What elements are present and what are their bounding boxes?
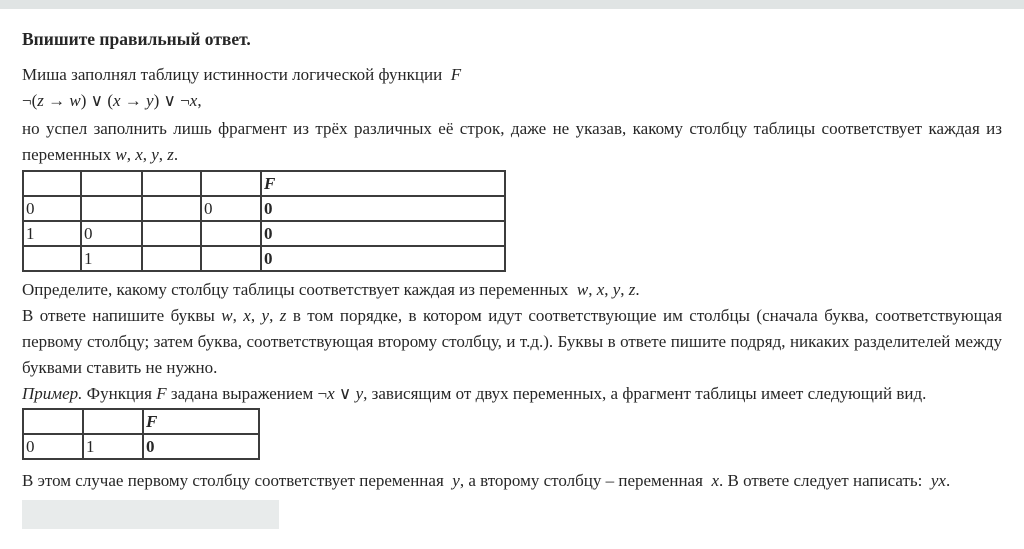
text-segment: . — [173, 145, 179, 164]
text-segment: w — [576, 280, 589, 299]
text-segment: x — [711, 471, 719, 490]
table-header-row — [23, 171, 505, 196]
text-segment: , — [197, 91, 202, 110]
table-cell: 0 — [81, 221, 142, 246]
logic-formula — [22, 88, 1002, 114]
text-segment: y — [355, 384, 364, 403]
text-segment: ¬( — [22, 91, 38, 110]
text-segment: x — [243, 306, 251, 325]
table-cell — [142, 246, 201, 271]
table-header-cell — [23, 409, 83, 434]
text-segment: ∨ — [334, 384, 356, 403]
text-segment: → — [43, 91, 70, 110]
table-cell: 1 — [23, 221, 81, 246]
text-segment: , а второму столбцу – переменная — [459, 471, 712, 490]
table-cell: 1 — [83, 434, 143, 459]
text-segment: z — [628, 280, 636, 299]
page-title: Впишите правильный ответ. — [22, 29, 251, 49]
table-cell — [142, 221, 201, 246]
table-cell: 0 — [261, 221, 505, 246]
text-segment: y — [261, 306, 270, 325]
table-header-cell — [23, 171, 81, 196]
table-cell — [142, 196, 201, 221]
table-cell: 0 — [23, 196, 81, 221]
table-cell — [81, 196, 142, 221]
text-segment: → — [120, 91, 147, 110]
truth-table-main — [22, 170, 506, 272]
text-segment: , зависящим от двух переменных, а фрагмент таблицы имеет следующий вид. — [363, 384, 927, 403]
table-row — [23, 221, 505, 246]
table-cell — [201, 221, 261, 246]
text-segment: , — [142, 145, 152, 164]
text-segment: , — [250, 306, 262, 325]
text-segment: x — [596, 280, 605, 299]
table-header-cell: F — [143, 409, 259, 434]
example-intro — [22, 381, 1002, 407]
table-cell — [23, 246, 81, 271]
table-header-cell — [81, 171, 142, 196]
text-segment: y — [612, 280, 621, 299]
text-segment: , — [588, 280, 597, 299]
table-header-cell — [142, 171, 201, 196]
table-header-row — [23, 409, 259, 434]
text-segment: z — [37, 91, 44, 110]
text-segment: x — [327, 384, 335, 403]
text-segment: . В ответе следует написать: — [718, 471, 931, 490]
table-header-cell — [83, 409, 143, 434]
text-segment: w — [115, 145, 127, 164]
table-cell: 0 — [143, 434, 259, 459]
text-segment: ) ∨ ¬ — [153, 91, 190, 110]
text-segment: z — [279, 306, 287, 325]
text-segment: w — [69, 91, 81, 110]
text-segment: Определите, какому столбцу таблицы соответствует каждая из переменных — [22, 280, 577, 299]
text-segment: , — [126, 145, 136, 164]
text-segment: В этом случае первому столбцу соответствует переменная — [22, 471, 453, 490]
text-segment: В ответе напишите буквы — [22, 306, 222, 325]
example-explanation — [22, 468, 1002, 494]
text-segment: y — [146, 91, 154, 110]
text-segment: x — [189, 91, 198, 110]
text-segment: y — [151, 145, 159, 164]
table-row — [23, 196, 505, 221]
text-segment: . — [635, 280, 640, 299]
table-cell: 1 — [81, 246, 142, 271]
text-segment: x — [112, 91, 121, 110]
fragment-note — [22, 116, 1002, 168]
text-segment: z — [167, 145, 174, 164]
problem-intro — [22, 62, 1002, 88]
table-cell: 0 — [23, 434, 83, 459]
table-cell: 0 — [201, 196, 261, 221]
determine-instruction — [22, 277, 1002, 303]
table-header-cell: F — [261, 171, 505, 196]
text-segment: задана выражением ¬ — [166, 384, 328, 403]
top-bar — [0, 0, 1024, 9]
task-content — [0, 26, 1024, 529]
text-segment: Миша заполнял таблицу истинности логической функции — [22, 65, 451, 84]
text-segment: , — [232, 306, 244, 325]
text-segment: в том порядке, в котором идут соответствующие им столбцы (сначала буква, соответствующая первому столбцу; затем буква, соответствующая второму столбцу, и т.д.). Буквы в ответе пишите подряд, никаких разделителей между буквами ставить не нужно. — [22, 306, 1003, 377]
text-segment: . — [945, 471, 951, 490]
table-row — [23, 434, 259, 459]
text-segment: w — [221, 306, 233, 325]
answer-format-instruction — [22, 303, 1002, 381]
table-row — [23, 246, 505, 271]
table-cell — [201, 246, 261, 271]
text-segment: y — [452, 471, 460, 490]
text-segment: Функция — [82, 384, 157, 403]
text-segment: yx — [930, 471, 946, 490]
text-segment: ) ∨ ( — [80, 91, 113, 110]
text-segment: Пример. — [22, 384, 83, 403]
table-header-cell — [201, 171, 261, 196]
text-segment: но успел заполнить лишь фрагмент из трёх различных её строк, даже не указав, какому столбцу таблицы соответствует каждая из переменных — [22, 119, 1002, 164]
table-cell: 0 — [261, 246, 505, 271]
truth-table-example — [22, 408, 260, 460]
text-segment: x — [135, 145, 143, 164]
text-segment: F — [450, 65, 462, 84]
table-cell: 0 — [261, 196, 505, 221]
text-segment: , — [158, 145, 168, 164]
text-segment: , — [604, 280, 613, 299]
text-segment: , — [620, 280, 629, 299]
answer-input[interactable] — [22, 500, 279, 529]
text-segment: , — [269, 306, 280, 325]
text-segment: F — [156, 384, 167, 403]
